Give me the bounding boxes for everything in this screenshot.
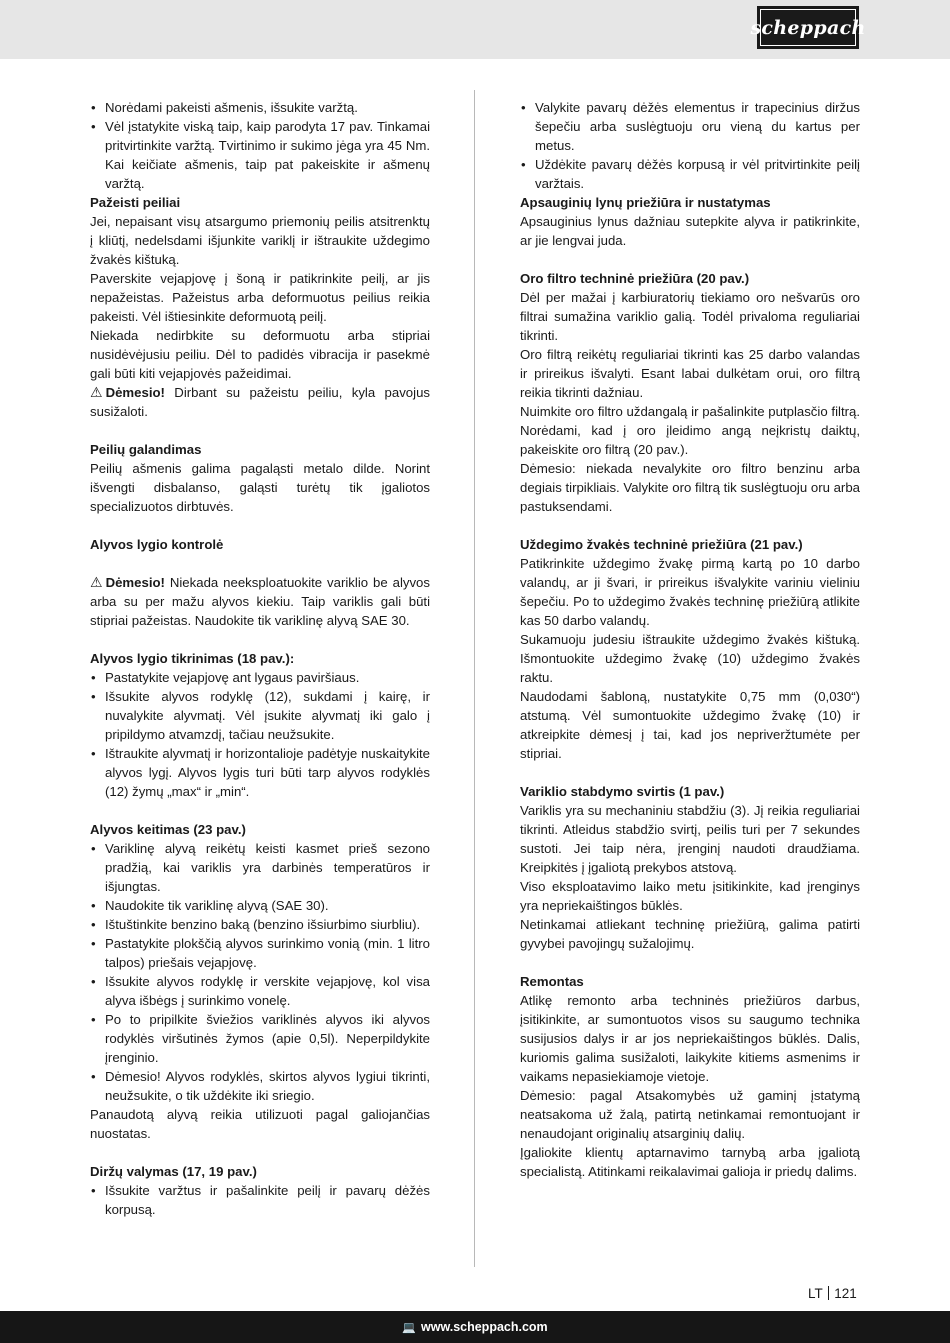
paragraph: Oro filtrą reikėtų reguliariai tikrinti kas 25 darbo valandas ir prireikus išvalyti. Esant labai dulkėtam orui, oro filtrą reikia tikrinti dažniau. (520, 347, 860, 400)
section-heading: Variklio stabdymo svirtis (1 pav.) (520, 784, 725, 799)
page-number-value: 121 (834, 1286, 857, 1301)
list-item: • Dėmesio! Alyvos rodyklės, skirtos alyvos lygiui tikrinti, neužsukite, o tik uždėkite iki sriegio. (90, 1067, 430, 1105)
paragraph: Naudodami šabloną, nustatykite 0,75 mm (0,030“) atstumą. Vėl sumontuokite uždegimo žvakę (10) ir atkreipkite dėmesį į tai, kad jos nepriveržtumėte per stipriai. (520, 689, 860, 761)
section-heading: Diržų valymas (17, 19 pav.) (90, 1164, 257, 1179)
oil-check-list (90, 668, 430, 801)
language-code: LT (808, 1286, 823, 1301)
paragraph: Nuimkite oro filtro uždangalą ir pašalinkite putplasčio filtrą. Norėdami, kad į oro įleidimo angą neįkristų daiktų, pakeiskite oro filtrą (20 pav.). (520, 404, 860, 457)
warning-label: Dėmesio! (105, 575, 165, 590)
paragraph: Variklis yra su mechaniniu stabdžiu (3). Jį reikia reguliariai tikrinti. Atleidus stabdžio svirtį, peilis turi per 7 sekundes sustoti. Jei taip nėra, įrenginį naudoti draudžiama. Kreipkitės į įgaliotą prekybos atstovą. (520, 803, 860, 875)
list-item: • Pastatykite vejapjovę ant lygaus paviršiaus. (90, 668, 430, 687)
section-heading: Remontas (520, 974, 584, 989)
list-item: • Išsukite alyvos rodyklę ir verskite vejapjovę, kol visa alyva išbėgs į surinkimo vonelę. (90, 972, 430, 1010)
section-heading: Alyvos lygio tikrinimas (18 pav.): (90, 651, 295, 666)
list-item: • Išsukite alyvos rodyklę (12), sukdami į kairę, ir nuvalykite alyvmatį. Vėl įsukite alyvmatį iki galo į pripildymo atvamzdį, tačiau neužsukite. (90, 687, 430, 744)
list-item: • Uždėkite pavarų dėžės korpusą ir vėl pritvirtinkite peilį varžtais. (520, 155, 860, 193)
paragraph: Atlikę remonto arba techninės priežiūros darbus, įsitikinkite, ar sumontuotos visos su saugumo technika susijusios dalys ir ar jos nepriekaištingos būklės. Dalis, kuriomis galima susižaloti, laikykite kitiems asmenims ir vaikams nepasiekiamoje vietoje. (520, 993, 860, 1084)
list-item: • Ištuštinkite benzino baką (benzino išsiurbimo siurbliu). (90, 915, 430, 934)
paragraph: Netinkamai atliekant techninę priežiūrą, galima patirti gyvybei pavojingų sužalojimų. (520, 917, 860, 951)
right-column (520, 98, 860, 1181)
list-item: • Po to pripilkite šviežios variklinės alyvos iki alyvos rodyklės viršutinės žymos (apie 0,5l). Neperpildykite įrenginio. (90, 1010, 430, 1067)
paragraph: Patikrinkite uždegimo žvakę pirmą kartą po 10 darbo valandų, ar ji švari, ir prireikus išvalykite variniu vieliniu šepečiu. Po to uždegimo žvakės techninę priežiūrą atlikite kas 50 darbo valandų. (520, 556, 860, 628)
brand-logo (750, 6, 866, 49)
section-heading: Alyvos lygio kontrolė (90, 537, 224, 552)
warning-text: Niekada neeksploatuokite variklio be alyvos arba su per mažu alyvos kiekiu. Taip variklis gali būti stipriai pažeistas. Naudokite tik variklinę alyvą SAE 30. (90, 575, 430, 628)
paragraph: Peilių ašmenis galima pagaląsti metalo dilde. Norint išvengti disbalanso, galąsti turėtų tik įgaliotos specializuotos dirbtuvės. (90, 461, 430, 514)
warning-paragraph (90, 573, 430, 630)
section-heading: Apsauginių lynų priežiūra ir nustatymas (520, 195, 771, 210)
warning-paragraph (90, 383, 430, 421)
section-heading: Uždegimo žvakės techninė priežiūra (21 pav.) (520, 537, 803, 552)
section-heading: Peilių galandimas (90, 442, 202, 457)
section-heading: Pažeisti peiliai (90, 195, 181, 210)
paragraph: Viso eksploatavimo laiko metu įsitikinkite, kad įrenginys yra nepriekaištingos būklės. (520, 879, 860, 913)
section-heading: Alyvos keitimas (23 pav.) (90, 822, 246, 837)
paragraph: Panaudotą alyvą reikia utilizuoti pagal galiojančias nuostatas. (90, 1107, 430, 1141)
intro-bullet-list (90, 98, 430, 193)
belt-list-continued (520, 98, 860, 193)
column-divider (474, 90, 475, 1267)
belt-list (90, 1181, 430, 1219)
list-item: • Vėl įstatykite viską taip, kaip parodyta 17 pav. Tinkamai pritvirtinkite varžtą. Tvirtinimo ir sukimo jėga yra 45 Nm. Kai keičiate ašmenis, taip pat pakeiskite ir ašmenų varžtą. (90, 117, 430, 193)
paragraph: Sukamuoju judesiu ištraukite uždegimo žvakės kištuką. Išmontuokite uždegimo žvakę (10) uždegimo žvakės raktu. (520, 632, 860, 685)
paragraph: Dėmesio: niekada nevalykite oro filtro benzinu arba degiais tirpikliais. Valykite oro filtrą tik suslėgtuoju oru arba pastuksendami. (520, 461, 860, 514)
paragraph: Paverskite vejapjovę į šoną ir patikrinkite peilį, ar jis nepažeistas. Pažeistus arba deformuotus peilius reikia pakeisti. Vėl ištiesinkite deformuotą peilį. (90, 271, 430, 324)
list-item: • Valykite pavarų dėžės elementus ir trapecinius diržus šepečiu arba suslėgtuoju oru vieną du kartus per metus. (520, 98, 860, 155)
warning-label: Dėmesio! (105, 385, 165, 400)
oil-change-list (90, 839, 430, 1105)
list-item: • Naudokite tik variklinę alyvą (SAE 30). (90, 896, 430, 915)
paragraph: Jei, nepaisant visų atsargumo priemonių peilis atsitrenktų į kliūtį, nedelsdami išjunkite variklį ir ištraukite uždegimo žvakės kištuką. (90, 214, 430, 267)
page-number (808, 1286, 857, 1301)
paragraph: Niekada nedirbkite su deformuotu arba stipriai nusidėvėjusiu peiliu. Dėl to padidės vibracija ir pasekmė gali būti kiti vejapjovės pažeidimai. (90, 328, 430, 381)
paragraph: Apsauginius lynus dažniau sutepkite alyva ir patikrinkite, ar jie lengvai juda. (520, 214, 860, 248)
footer-bar (0, 1311, 950, 1343)
warning-icon: ⚠ (90, 384, 103, 400)
header-bar (0, 0, 950, 59)
paragraph: Dėmesio: pagal Atsakomybės už gaminį įstatymą neatsakoma už žalą, patirtą netinkamai remontuojant ir nenaudojant originalių atsarginių dalių. (520, 1088, 860, 1141)
paragraph: Dėl per mažai į karbiuratorių tiekiamo oro nešvarūs oro filtrai sumažina variklio galią. Todėl privaloma reguliariai tikrinti. (520, 290, 860, 343)
paragraph: Įgaliokite klientų aptarnavimo tarnybą arba įgaliotą specialistą. Atitinkami reikalavimai galioja ir priedų dalims. (520, 1145, 860, 1179)
section-heading: Oro filtro techninė priežiūra (20 pav.) (520, 271, 750, 286)
left-column (90, 98, 430, 1219)
list-item: • Variklinę alyvą reikėtų keisti kasmet prieš sezono pradžią, kai variklis yra darbinės temperatūros ir išjungtas. (90, 839, 430, 896)
website-url[interactable]: www.scheppach.com (421, 1320, 548, 1334)
computer-icon: 💻 (402, 1321, 417, 1334)
brand-logo-text: scheppach (760, 9, 856, 46)
warning-icon: ⚠ (90, 574, 103, 590)
list-item: • Ištraukite alyvmatį ir horizontalioje padėtyje nuskaitykite alyvos lygį. Alyvos lygis turi būti tarp alyvos rodyklės (12) žymų „max“ ir „min“. (90, 744, 430, 801)
separator (828, 1286, 830, 1300)
list-item: • Pastatykite plokščią alyvos surinkimo vonią (min. 1 litro talpos) priešais vejapjovę. (90, 934, 430, 972)
warning-text: Dirbant su pažeistu peiliu, kyla pavojus susižaloti. (90, 385, 430, 419)
list-item: • Norėdami pakeisti ašmenis, išsukite varžtą. (90, 98, 430, 117)
list-item: • Išsukite varžtus ir pašalinkite peilį ir pavarų dėžės korpusą. (90, 1181, 430, 1219)
